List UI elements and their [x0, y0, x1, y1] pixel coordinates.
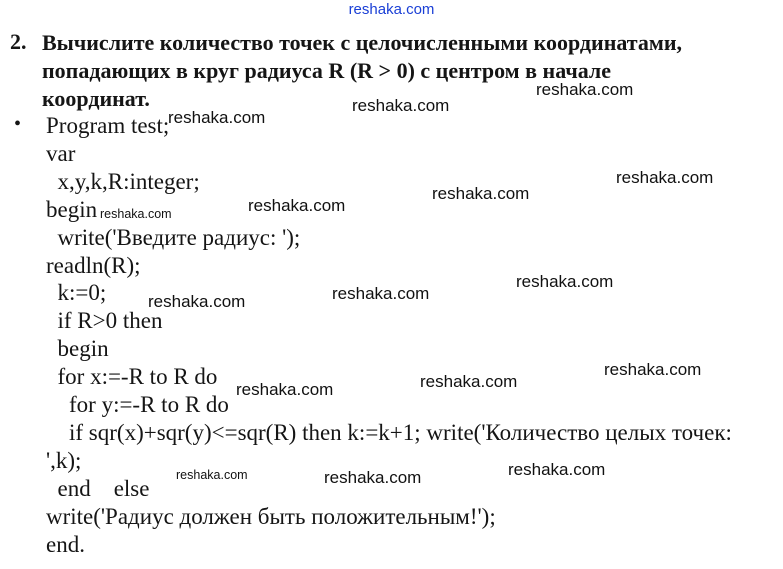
code-line: for y:=-R to R do	[46, 392, 229, 418]
task-line: Вычислите количество точек с целочисленными координатами,	[42, 30, 683, 55]
code-line: readln(R);	[46, 252, 141, 278]
watermark: reshaka.com	[168, 108, 266, 127]
watermark: reshaka.com	[516, 272, 614, 291]
watermark: reshaka.com	[420, 372, 518, 391]
code-line: write('Введите радиус: ');	[46, 224, 301, 250]
watermark: reshaka.com	[604, 360, 702, 379]
code-line: begin	[46, 196, 98, 222]
code-line: var	[46, 140, 76, 166]
watermark: reshaka.com	[352, 96, 450, 115]
watermark: reshaka.com	[176, 468, 248, 482]
watermark: reshaka.com	[248, 196, 346, 215]
code-line: if sqr(x)+sqr(y)<=sqr(R) then k:=k+1; write('Количество целых точек:	[46, 419, 732, 445]
code-line: end.	[46, 531, 85, 557]
watermark: reshaka.com	[324, 468, 422, 487]
task-line: координат.	[42, 86, 150, 111]
bullet-icon: •	[14, 113, 22, 135]
code-line: x,y,k,R:integer;	[46, 168, 200, 194]
watermark: reshaka.com	[432, 184, 530, 203]
code-line: begin	[46, 336, 109, 362]
code-line: write('Радиус должен быть положительным!');	[46, 503, 496, 529]
code-line: for x:=-R to R do	[46, 364, 218, 390]
code-line: k:=0;	[46, 280, 107, 306]
watermark: reshaka.com	[616, 168, 714, 187]
watermark: reshaka.com	[236, 380, 334, 399]
watermark: reshaka.com	[536, 80, 634, 99]
code-line: Program test;	[46, 113, 170, 138]
watermark: reshaka.com	[508, 460, 606, 479]
code-line: ',k);	[46, 447, 82, 473]
task-line: попадающих в круг радиуса R (R > 0) с центром в начале	[42, 58, 612, 83]
watermark: reshaka.com	[332, 284, 430, 303]
task-number: 2.	[10, 29, 27, 54]
watermark: reshaka.com	[148, 292, 246, 311]
watermark: reshaka.com	[100, 207, 172, 221]
code-line: if R>0 then	[46, 308, 163, 334]
site-watermark-top: reshaka.com	[348, 1, 435, 18]
code-line: end else	[46, 475, 150, 501]
